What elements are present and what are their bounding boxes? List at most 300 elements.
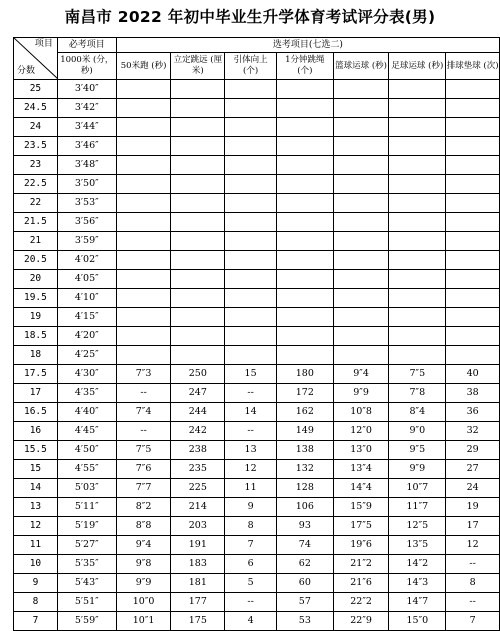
table-cell [333, 327, 389, 346]
table-cell: 12 [225, 460, 277, 479]
table-cell [276, 232, 333, 251]
table-cell [333, 194, 389, 213]
table-cell: 7″4 [116, 403, 171, 422]
table-cell: 7″3 [116, 365, 171, 384]
table-cell: 247 [171, 384, 225, 403]
table-cell [116, 289, 171, 308]
table-cell: 4′10″ [57, 289, 116, 308]
table-cell [389, 232, 446, 251]
table-cell [446, 99, 500, 118]
table-cell [389, 175, 446, 194]
table-cell: 9″4 [116, 536, 171, 555]
table-cell: 3′50″ [57, 175, 116, 194]
table-cell [333, 232, 389, 251]
table-row [14, 479, 500, 498]
table-cell: 27 [446, 460, 500, 479]
score-cell: 16 [14, 422, 58, 441]
table-cell [225, 213, 277, 232]
table-cell [333, 289, 389, 308]
table-cell: 7″5 [116, 441, 171, 460]
table-cell: 235 [171, 460, 225, 479]
table-cell [389, 270, 446, 289]
table-cell: 4′02″ [57, 251, 116, 270]
table-cell [276, 118, 333, 137]
table-cell [333, 99, 389, 118]
col-header-volleyball: 排球垫球 (次) [446, 53, 500, 80]
table-cell [276, 251, 333, 270]
table-cell [116, 99, 171, 118]
table-cell: 4′05″ [57, 270, 116, 289]
table-row [14, 232, 500, 251]
table-cell: 8″2 [116, 498, 171, 517]
table-cell [225, 308, 277, 327]
table-cell [225, 137, 277, 156]
table-cell: 15″9 [333, 498, 389, 517]
table-cell: 11 [225, 479, 277, 498]
table-cell [446, 346, 500, 365]
table-cell: 9″9 [333, 384, 389, 403]
score-cell: 15 [14, 460, 58, 479]
table-cell: -- [446, 593, 500, 612]
table-cell [276, 308, 333, 327]
table-cell: 60 [276, 574, 333, 593]
table-cell: 22″2 [333, 593, 389, 612]
score-cell: 21.5 [14, 213, 58, 232]
table-cell: 6 [225, 555, 277, 574]
table-cell [276, 194, 333, 213]
table-cell: 3′56″ [57, 213, 116, 232]
table-cell: 8″4 [389, 403, 446, 422]
table-cell: 5′11″ [57, 498, 116, 517]
score-cell: 22.5 [14, 175, 58, 194]
table-cell [171, 308, 225, 327]
table-cell [225, 80, 277, 99]
score-cell: 21 [14, 232, 58, 251]
table-cell: 32 [446, 422, 500, 441]
table-row [14, 460, 500, 479]
table-cell: 214 [171, 498, 225, 517]
table-cell [389, 213, 446, 232]
table-cell [446, 137, 500, 156]
table-cell [276, 137, 333, 156]
score-cell: 13 [14, 498, 58, 517]
table-cell [446, 213, 500, 232]
table-cell: 106 [276, 498, 333, 517]
table-cell [116, 327, 171, 346]
table-cell [116, 175, 171, 194]
table-row [14, 118, 500, 137]
table-cell: 4′40″ [57, 403, 116, 422]
table-cell: 8″8 [116, 517, 171, 536]
table-cell: 21″2 [333, 555, 389, 574]
table-cell [333, 213, 389, 232]
table-cell [171, 137, 225, 156]
table-row [14, 365, 500, 384]
table-cell [446, 251, 500, 270]
table-cell: 14 [225, 403, 277, 422]
table-cell: 93 [276, 517, 333, 536]
col-header-50m: 50米跑 (秒) [116, 53, 171, 80]
table-cell [389, 99, 446, 118]
table-cell: 4′45″ [57, 422, 116, 441]
table-cell: 3′44″ [57, 118, 116, 137]
table-cell [389, 346, 446, 365]
table-cell [389, 137, 446, 156]
table-row [14, 555, 500, 574]
table-cell [171, 232, 225, 251]
score-cell: 23 [14, 156, 58, 175]
table-cell [225, 118, 277, 137]
table-row [14, 175, 500, 194]
table-cell [333, 137, 389, 156]
score-cell: 24.5 [14, 99, 58, 118]
col-header-basketball: 篮球运球 (秒) [333, 53, 389, 80]
table-cell [389, 156, 446, 175]
table-cell: 13″0 [333, 441, 389, 460]
table-cell: 9″4 [333, 365, 389, 384]
table-cell: 10″1 [116, 612, 171, 631]
table-cell: -- [116, 422, 171, 441]
table-cell: 4′15″ [57, 308, 116, 327]
table-cell [116, 308, 171, 327]
table-cell [389, 80, 446, 99]
table-body [14, 80, 500, 631]
table-cell [446, 270, 500, 289]
score-cell: 14 [14, 479, 58, 498]
table-cell: 11″7 [389, 498, 446, 517]
table-cell [225, 232, 277, 251]
table-cell: 175 [171, 612, 225, 631]
table-cell: 225 [171, 479, 225, 498]
table-cell: -- [225, 593, 277, 612]
table-row [14, 99, 500, 118]
table-cell: 5′35″ [57, 555, 116, 574]
table-cell: 172 [276, 384, 333, 403]
table-cell: 128 [276, 479, 333, 498]
table-cell [333, 270, 389, 289]
table-cell [276, 175, 333, 194]
table-cell: 15 [225, 365, 277, 384]
table-cell: 3′53″ [57, 194, 116, 213]
table-cell [389, 327, 446, 346]
table-cell [276, 156, 333, 175]
table-cell: 12 [446, 536, 500, 555]
table-cell: 5′43″ [57, 574, 116, 593]
table-row [14, 593, 500, 612]
table-cell [116, 156, 171, 175]
table-cell [333, 251, 389, 270]
table-cell: 10″0 [116, 593, 171, 612]
table-cell: 21″6 [333, 574, 389, 593]
table-cell: 238 [171, 441, 225, 460]
table-cell [333, 308, 389, 327]
table-row [14, 194, 500, 213]
table-cell: -- [116, 384, 171, 403]
table-cell [116, 270, 171, 289]
table-cell: 38 [446, 384, 500, 403]
table-cell: 3′42″ [57, 99, 116, 118]
table-cell: 4′20″ [57, 327, 116, 346]
table-cell: 4 [225, 612, 277, 631]
table-row [14, 308, 500, 327]
table-cell: 57 [276, 593, 333, 612]
col-header-football: 足球运球 (秒) [389, 53, 446, 80]
elective-group-header: 选考项目(七选二) [116, 38, 499, 53]
table-cell: 13 [225, 441, 277, 460]
score-cell: 16.5 [14, 403, 58, 422]
table-cell: 36 [446, 403, 500, 422]
table-cell [389, 194, 446, 213]
table-cell: 5′51″ [57, 593, 116, 612]
table-row [14, 346, 500, 365]
table-cell: 14″7 [389, 593, 446, 612]
table-cell: 14″3 [389, 574, 446, 593]
table-cell: 15″0 [389, 612, 446, 631]
col-header-rope-skip: 1分钟跳绳 (个) [276, 53, 333, 80]
table-cell: 4′50″ [57, 441, 116, 460]
table-cell [389, 289, 446, 308]
table-cell [171, 346, 225, 365]
score-cell: 22 [14, 194, 58, 213]
table-row [14, 517, 500, 536]
table-row [14, 270, 500, 289]
table-cell: 162 [276, 403, 333, 422]
table-cell [333, 156, 389, 175]
score-cell: 17 [14, 384, 58, 403]
table-cell [333, 346, 389, 365]
table-cell: 4′55″ [57, 460, 116, 479]
table-cell: 5′03″ [57, 479, 116, 498]
table-cell: 7″5 [389, 365, 446, 384]
table-cell: 181 [171, 574, 225, 593]
table-cell [116, 80, 171, 99]
score-cell: 19.5 [14, 289, 58, 308]
table-cell: 17 [446, 517, 500, 536]
table-cell: 138 [276, 441, 333, 460]
table-cell [276, 346, 333, 365]
table-cell: -- [225, 384, 277, 403]
score-cell: 25 [14, 80, 58, 99]
table-row [14, 612, 500, 631]
table-cell: 149 [276, 422, 333, 441]
table-cell: 3′59″ [57, 232, 116, 251]
table-cell: 183 [171, 555, 225, 574]
table-cell [171, 156, 225, 175]
table-cell: 7 [446, 612, 500, 631]
table-cell: 13″5 [389, 536, 446, 555]
table-cell: 24 [446, 479, 500, 498]
col-header-1000m: 1000米 (分，秒) [57, 53, 116, 80]
score-cell: 9 [14, 574, 58, 593]
table-row [14, 441, 500, 460]
table-cell: 191 [171, 536, 225, 555]
table-cell: -- [446, 555, 500, 574]
table-cell: 7 [225, 536, 277, 555]
table-cell [171, 289, 225, 308]
table-cell [171, 175, 225, 194]
table-row [14, 156, 500, 175]
table-cell [276, 99, 333, 118]
table-cell: 74 [276, 536, 333, 555]
table-cell [446, 118, 500, 137]
table-cell [116, 251, 171, 270]
table-cell [171, 327, 225, 346]
table-cell: 4′35″ [57, 384, 116, 403]
table-cell: 22″9 [333, 612, 389, 631]
table-cell: 244 [171, 403, 225, 422]
table-cell [225, 156, 277, 175]
table-cell: 9″8 [116, 555, 171, 574]
table-cell [171, 270, 225, 289]
table-cell [225, 175, 277, 194]
table-cell: 13″4 [333, 460, 389, 479]
table-cell: 9″0 [389, 422, 446, 441]
table-cell [389, 118, 446, 137]
table-row [14, 422, 500, 441]
table-cell [225, 327, 277, 346]
table-cell: 9″9 [389, 460, 446, 479]
table-cell [225, 346, 277, 365]
table-cell [171, 118, 225, 137]
table-cell: 3′46″ [57, 137, 116, 156]
table-cell [389, 251, 446, 270]
table-cell: 14″4 [333, 479, 389, 498]
table-cell: 4′25″ [57, 346, 116, 365]
table-cell [446, 308, 500, 327]
corner-item-label: 项目 [34, 39, 53, 49]
table-row [14, 251, 500, 270]
col-header-pull-up: 引体向上 (个) [225, 53, 277, 80]
table-cell: 17″5 [333, 517, 389, 536]
corner-score-label: 分数 [17, 66, 36, 76]
table-cell [333, 175, 389, 194]
table-cell: 250 [171, 365, 225, 384]
table-cell [225, 289, 277, 308]
table-cell: 7″8 [389, 384, 446, 403]
table-cell: 4′30″ [57, 365, 116, 384]
table-cell [446, 194, 500, 213]
table-cell [225, 270, 277, 289]
table-cell [276, 213, 333, 232]
table-row [14, 574, 500, 593]
table-row [14, 213, 500, 232]
table-cell [276, 80, 333, 99]
corner-header-cell [14, 38, 58, 80]
table-cell [446, 175, 500, 194]
score-cell: 17.5 [14, 365, 58, 384]
score-cell: 24 [14, 118, 58, 137]
table-cell: 3′40″ [57, 80, 116, 99]
table-cell: 7″7 [116, 479, 171, 498]
table-cell: 9″9 [116, 574, 171, 593]
table-cell: 62 [276, 555, 333, 574]
table-cell [225, 251, 277, 270]
table-cell [446, 80, 500, 99]
table-cell: 12″0 [333, 422, 389, 441]
page-title: 南昌市 2022 年初中毕业生升学体育考试评分表(男) [64, 8, 436, 26]
table-cell [116, 118, 171, 137]
table-cell: 5′19″ [57, 517, 116, 536]
table-cell: 12″5 [389, 517, 446, 536]
table-cell [171, 213, 225, 232]
score-cell: 18 [14, 346, 58, 365]
table-cell [389, 308, 446, 327]
table-cell [333, 118, 389, 137]
table-cell [225, 194, 277, 213]
table-cell: 7″6 [116, 460, 171, 479]
score-cell: 11 [14, 536, 58, 555]
table-row [14, 384, 500, 403]
table-cell [446, 156, 500, 175]
table-cell: -- [225, 422, 277, 441]
required-group-header: 必考项目 [57, 38, 116, 53]
table-cell: 180 [276, 365, 333, 384]
score-cell: 18.5 [14, 327, 58, 346]
table-cell: 203 [171, 517, 225, 536]
table-cell: 5 [225, 574, 277, 593]
table-cell [446, 327, 500, 346]
table-row [14, 327, 500, 346]
table-cell [116, 213, 171, 232]
table-cell [276, 270, 333, 289]
table-row [14, 80, 500, 99]
table-row [14, 536, 500, 555]
table-cell [116, 194, 171, 213]
table-cell [116, 137, 171, 156]
table-cell [276, 327, 333, 346]
score-cell: 12 [14, 517, 58, 536]
table-cell: 132 [276, 460, 333, 479]
table-cell [171, 99, 225, 118]
score-cell: 23.5 [14, 137, 58, 156]
table-cell: 5′27″ [57, 536, 116, 555]
table-cell: 14″2 [389, 555, 446, 574]
table-cell [171, 80, 225, 99]
table-cell [333, 80, 389, 99]
table-cell: 19 [446, 498, 500, 517]
table-cell: 19″6 [333, 536, 389, 555]
table-row [14, 289, 500, 308]
score-cell: 15.5 [14, 441, 58, 460]
score-cell: 20 [14, 270, 58, 289]
table-cell: 9″5 [389, 441, 446, 460]
table-cell: 10″8 [333, 403, 389, 422]
table-cell: 5′59″ [57, 612, 116, 631]
table-cell: 177 [171, 593, 225, 612]
table-cell [276, 289, 333, 308]
score-cell: 8 [14, 593, 58, 612]
score-cell: 10 [14, 555, 58, 574]
table-cell: 9 [225, 498, 277, 517]
table-cell: 8 [225, 517, 277, 536]
col-header-long-jump: 立定跳远 (厘米) [171, 53, 225, 80]
score-cell: 7 [14, 612, 58, 631]
table-cell [116, 346, 171, 365]
score-cell: 19 [14, 308, 58, 327]
table-cell [225, 99, 277, 118]
table-cell: 3′48″ [57, 156, 116, 175]
table-cell [446, 232, 500, 251]
table-cell [171, 194, 225, 213]
table-cell: 53 [276, 612, 333, 631]
table-cell: 10″7 [389, 479, 446, 498]
table-cell [171, 251, 225, 270]
table-cell: 242 [171, 422, 225, 441]
table-cell [116, 232, 171, 251]
table-cell: 8 [446, 574, 500, 593]
table-cell: 40 [446, 365, 500, 384]
table-row [14, 498, 500, 517]
